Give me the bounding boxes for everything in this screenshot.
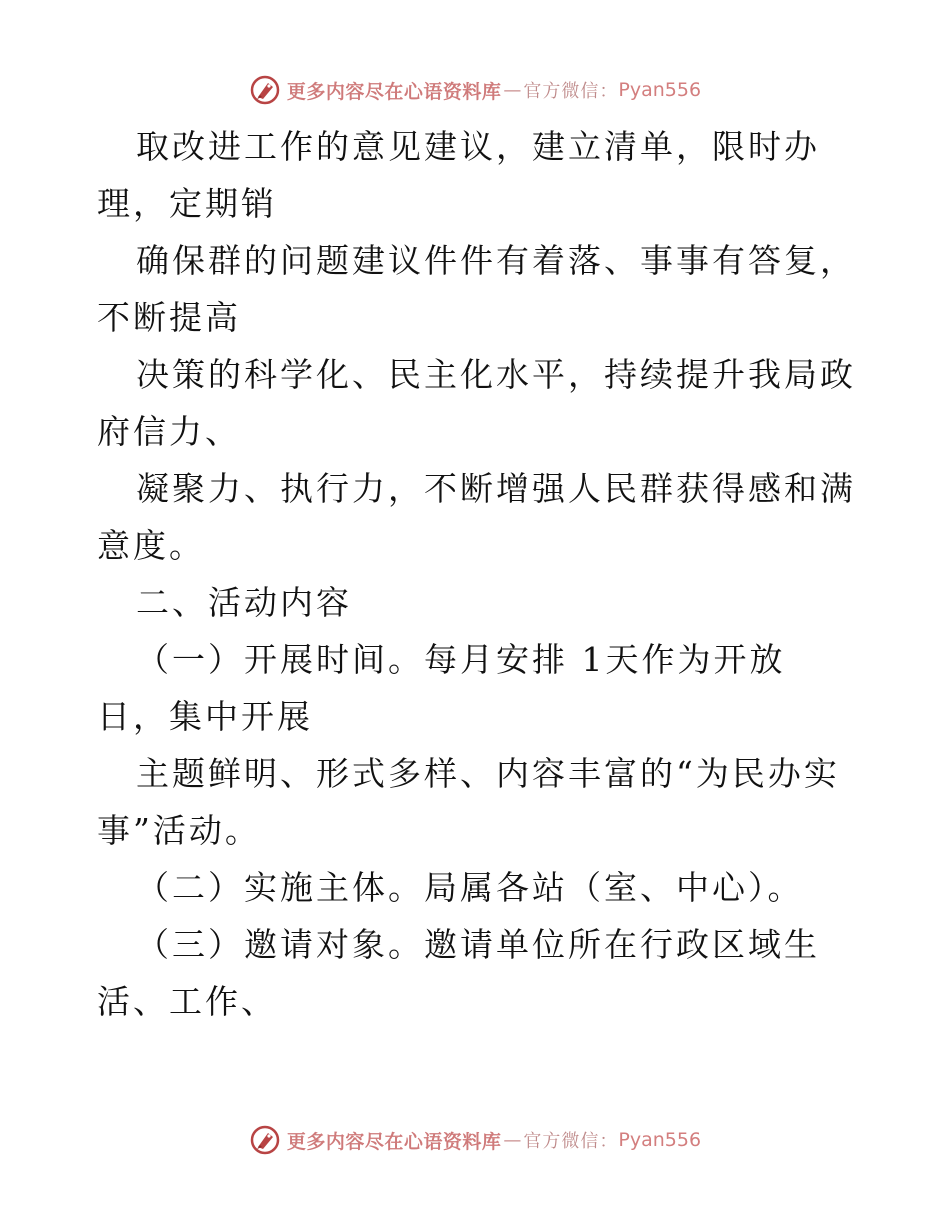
body-paragraph: （三）邀请对象。邀请单位所在行政区域生活、工作、 xyxy=(97,925,820,1021)
body-paragraph: （一）开展时间。每月安排 1天作为开放日，集中开展 xyxy=(97,640,786,736)
watermark-text: 更多内容尽在心语资料库 xyxy=(286,80,502,103)
footer-watermark xyxy=(0,1120,950,1160)
body-paragraph: （二）实施主体。局属各站（室、中心）。 xyxy=(136,868,804,907)
body-paragraph: 确保群的问题建议件件有着落、事事有答复，不断提高 xyxy=(97,241,856,337)
document-body xyxy=(97,118,857,1030)
watermark-account: Pyan556 xyxy=(618,1129,702,1151)
watermark-text: 更多内容尽在心语资料库 xyxy=(286,1130,502,1153)
body-paragraph: 取改进工作的意见建议，建立清单，限时办理，定期销 xyxy=(97,127,820,223)
watermark-account: Pyan556 xyxy=(618,79,702,101)
section-heading: 二、活动内容 xyxy=(136,583,352,622)
body-paragraph: 决策的科学化、民主化水平，持续提升我局政府信力、 xyxy=(97,355,856,451)
pen-nib-seal-logo-icon xyxy=(249,74,281,106)
pen-nib-seal-logo-icon xyxy=(249,1124,281,1156)
body-paragraph: 凝聚力、执行力，不断增强人民群获得感和满意度。 xyxy=(97,469,856,565)
body-paragraph: 主题鲜明、形式多样、内容丰富的“为民办实事”活动。 xyxy=(97,754,840,850)
watermark-separator: — xyxy=(503,1129,522,1151)
watermark-label: 官方微信： xyxy=(523,81,619,102)
watermark-label: 官方微信： xyxy=(523,1131,619,1152)
watermark-separator: — xyxy=(503,79,522,101)
header-watermark xyxy=(0,70,950,110)
